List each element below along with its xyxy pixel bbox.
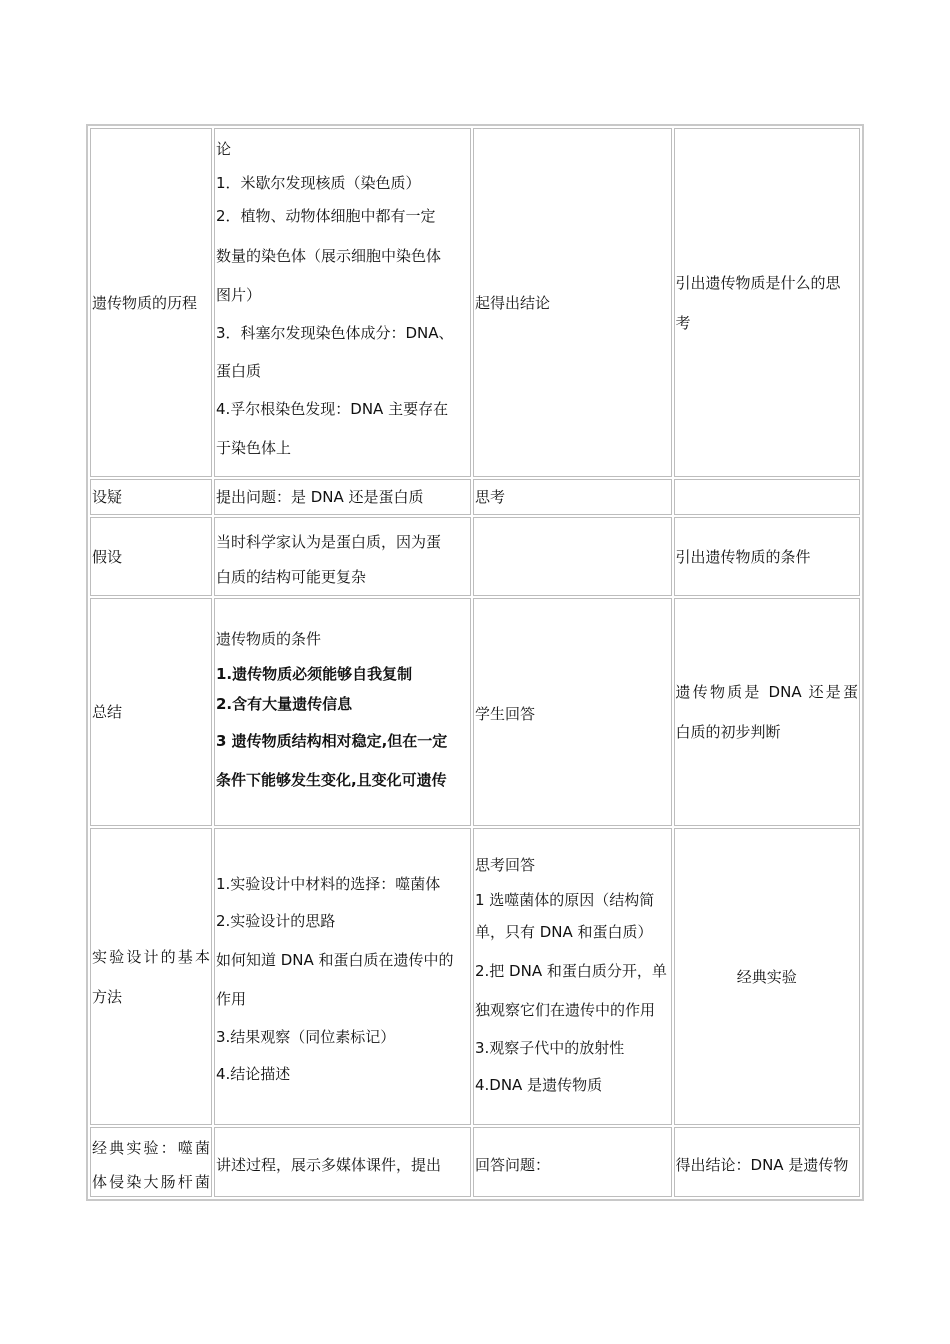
cell-text: 经典实验: [736, 967, 797, 986]
cell-line: 1．米歇尔发现核质（染色质）: [215, 174, 421, 192]
stage-cell: [90, 128, 212, 477]
stage-cell: [90, 598, 212, 826]
stage-cell: [90, 1127, 212, 1197]
cell-text: 思考: [474, 488, 505, 506]
cell-line: 方法: [92, 987, 123, 1006]
student-activity-cell: [473, 517, 672, 596]
cell-line: 论: [215, 140, 231, 158]
student-activity-cell: [473, 1127, 672, 1197]
cell-line: 2．植物、动物体细胞中都有一定: [215, 207, 436, 225]
table-row: [90, 517, 860, 596]
cell-line: 蛋白质: [215, 362, 261, 380]
cell-line: 体侵染大肠杆菌: [92, 1173, 210, 1191]
teacher-activity-cell: [214, 828, 471, 1125]
cell-line: 条件下能够发生变化,且变化可遗传: [215, 771, 447, 789]
cell-line: 回答问题：: [474, 1156, 550, 1174]
stage-cell: [90, 479, 212, 515]
cell-text: 提出问题：是 DNA 还是蛋白质: [215, 488, 424, 506]
teacher-activity-cell: [214, 517, 471, 596]
design-intent-cell: [674, 517, 860, 596]
teacher-activity-cell: [214, 598, 471, 826]
cell-line: 遗传物质的条件: [215, 630, 321, 648]
design-intent-cell: [674, 128, 860, 477]
teacher-activity-cell: [214, 479, 471, 515]
cell-line: 4.DNA 是遗传物质: [474, 1075, 603, 1094]
cell-line: 思考回答: [474, 855, 535, 874]
table-row: [90, 128, 860, 477]
design-intent-cell: [674, 828, 860, 1125]
cell-line: 遗传物质是 DNA 还是蛋: [675, 683, 858, 701]
teacher-activity-cell: [214, 1127, 471, 1197]
table-row: [90, 1127, 860, 1197]
cell-line: 考: [675, 313, 691, 332]
cell-line: 如何知道 DNA 和蛋白质在遗传中的: [215, 951, 454, 969]
cell-line: 当时科学家认为是蛋白质，因为蛋: [215, 532, 441, 551]
cell-line: 4.结论描述: [215, 1065, 291, 1083]
cell-line: 3.观察子代中的放射性: [474, 1038, 625, 1057]
cell-line: 3．科塞尔发现染色体成分：DNA、: [215, 324, 454, 342]
cell-line: 白质的初步判断: [675, 723, 781, 741]
cell-line: 于染色体上: [215, 439, 291, 457]
stage-text: 假设: [92, 547, 123, 566]
cell-line: 经典实验：噬菌: [92, 1139, 210, 1157]
cell-line: 得出结论：DNA 是遗传物: [675, 1156, 849, 1174]
stage-text: 遗传物质的历程: [92, 293, 198, 312]
stage-cell: [90, 517, 212, 596]
cell-line: 3 遗传物质结构相对稳定,但在一定: [215, 732, 448, 750]
cell-line: 独观察它们在遗传中的作用: [474, 1000, 655, 1019]
cell-line: 单，只有 DNA 和蛋白质）: [474, 922, 653, 941]
cell-line: 数量的染色体（展示细胞中染色体: [215, 247, 441, 265]
cell-text: 起得出结论: [474, 293, 550, 312]
cell-text: 引出遗传物质的条件: [675, 547, 811, 566]
cell-line: 3.结果观察（同位素标记）: [215, 1028, 396, 1046]
design-intent-cell: [674, 1127, 860, 1197]
table-row: [90, 598, 860, 826]
table-row: [90, 828, 860, 1125]
cell-line: 引出遗传物质是什么的思: [675, 273, 841, 292]
cell-line: 2.含有大量遗传信息: [215, 695, 353, 713]
student-activity-cell: [473, 598, 672, 826]
cell-line: 2.把 DNA 和蛋白质分开，单: [474, 961, 667, 980]
design-intent-cell: [674, 479, 860, 515]
student-activity-cell: [473, 828, 672, 1125]
cell-line: 1 选噬菌体的原因（结构简: [474, 890, 655, 909]
stage-text: 总结: [92, 703, 123, 721]
cell-line: 2.实验设计的思路: [215, 912, 336, 930]
cell-line: 1.实验设计中材料的选择：噬菌体: [215, 875, 441, 893]
cell-line: 学生回答: [474, 705, 535, 723]
design-intent-cell: [674, 598, 860, 826]
cell-line: 白质的结构可能更复杂: [215, 567, 366, 586]
lesson-plan-table: [86, 124, 864, 1201]
cell-line: 4.孚尔根染色发现：DNA 主要存在: [215, 400, 449, 418]
cell-line: 1.遗传物质必须能够自我复制: [215, 665, 413, 683]
stage-cell: [90, 828, 212, 1125]
cell-line: 实验设计的基本: [92, 947, 210, 966]
cell-line: 图片）: [215, 286, 261, 304]
cell-line: 讲述过程，展示多媒体课件，提出: [215, 1156, 441, 1174]
student-activity-cell: [473, 479, 672, 515]
table-row: [90, 479, 860, 515]
teacher-activity-cell: [214, 128, 471, 477]
stage-text: 设疑: [92, 488, 123, 506]
student-activity-cell: [473, 128, 672, 477]
cell-line: 作用: [215, 990, 246, 1008]
